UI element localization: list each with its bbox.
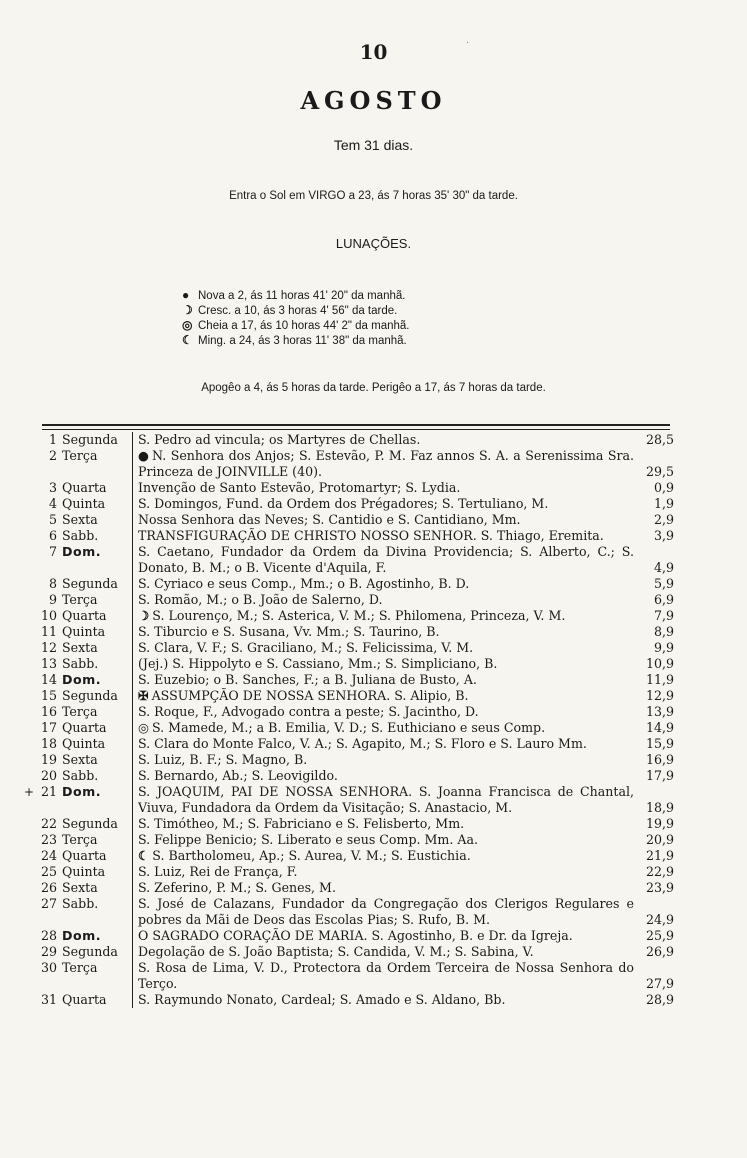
day-number: 14 bbox=[40, 672, 57, 687]
saints-text bbox=[132, 928, 634, 944]
moon-phases bbox=[182, 288, 522, 348]
calendar-table bbox=[24, 432, 674, 1008]
weekday: Segunda bbox=[62, 576, 118, 591]
day-number: 15 bbox=[40, 688, 57, 703]
entry-text: S. Lourenço, M.; S. Asterica, V. M.; S. Philomena, Princeza, V. M. bbox=[152, 608, 566, 623]
apogee-perigee: Apogêo a 4, ás 5 horas da tarde. Perigêo a 17, ás 7 horas da tarde. bbox=[201, 382, 546, 394]
entry-text: S. Clara do Monte Falco, V. A.; S. Agapito, M.; S. Floro e S. Lauro Mm. bbox=[138, 736, 587, 751]
day-number: 10 bbox=[40, 608, 57, 623]
moon-age: 16,9 bbox=[645, 752, 674, 767]
moon-age: 5,9 bbox=[653, 576, 674, 591]
saints-text bbox=[132, 544, 634, 576]
day-number: 24 bbox=[40, 848, 57, 863]
calendar-row bbox=[36, 656, 674, 672]
weekday: Sexta bbox=[62, 512, 98, 527]
saints-text bbox=[132, 512, 634, 528]
phase-new bbox=[182, 288, 522, 303]
calendar-row bbox=[36, 672, 674, 688]
entry-text: Degolação de S. João Baptista; S. Candida, V. M.; S. Sabina, V. bbox=[138, 944, 534, 959]
entry-text: S. Raymundo Nonato, Cardeal; S. Amado e S. Aldano, Bb. bbox=[138, 992, 506, 1007]
saints-text bbox=[132, 864, 634, 880]
weekday: Sabb. bbox=[62, 768, 99, 783]
calendar-row bbox=[36, 864, 674, 880]
entry-text: N. Senhora dos Anjos; S. Estevão, P. M. Faz annos S. A. a Serenissima Sra. Princeza de JOINVILLE (40). bbox=[138, 448, 634, 479]
day-number: 13 bbox=[40, 656, 57, 671]
calendar-row bbox=[36, 496, 674, 512]
phase-text: Cheia a 17, ás 10 horas 44' 2" da manhã. bbox=[198, 320, 410, 332]
first-quarter-moon-icon: ☽ bbox=[182, 303, 193, 317]
saints-text bbox=[132, 704, 634, 720]
calendar-row bbox=[36, 688, 674, 704]
moon-age: 1,9 bbox=[653, 496, 674, 511]
weekday: Dom. bbox=[62, 544, 102, 559]
weekday: Sexta bbox=[62, 640, 98, 655]
phase-last-quarter bbox=[182, 333, 522, 348]
saints-text bbox=[132, 752, 634, 768]
saints-text bbox=[132, 672, 634, 688]
moon-age: 18,9 bbox=[645, 800, 674, 815]
new-moon-icon: ● bbox=[182, 288, 190, 302]
calendar-row bbox=[36, 704, 674, 720]
weekday: Sabb. bbox=[62, 656, 99, 671]
day-number: 3 bbox=[48, 480, 57, 495]
first-quarter-moon-icon: ☽ bbox=[138, 608, 150, 623]
weekday: Terça bbox=[62, 448, 98, 463]
calendar-row bbox=[36, 992, 674, 1008]
weekday: Sabb. bbox=[62, 528, 99, 543]
entry-text: S. Caetano, Fundador da Ordem da Divina Providencia; S. Alberto, C.; S. Donato, B. M.; o B. Vicente d'Aquila, F. bbox=[138, 544, 634, 575]
calendar-row bbox=[36, 960, 674, 992]
moon-age: 28,5 bbox=[645, 432, 674, 447]
entry-text: S. Clara, V. F.; S. Graciliano, M.; S. Felicissima, V. M. bbox=[138, 640, 474, 655]
saints-text bbox=[132, 992, 634, 1008]
day-number: 30 bbox=[40, 960, 57, 975]
weekday: Quarta bbox=[62, 992, 107, 1007]
entry-text: S. Timótheo, M.; S. Fabriciano e S. Felisberto, Mm. bbox=[138, 816, 465, 831]
calendar-row bbox=[36, 736, 674, 752]
phase-text: Nova a 2, ás 11 horas 41' 20" da manhã. bbox=[198, 290, 406, 302]
entry-text: O SAGRADO CORAÇÃO DE MARIA. S. Agostinho, B. e Dr. da Igreja. bbox=[138, 928, 573, 943]
saints-text bbox=[132, 496, 634, 512]
day-number: 5 bbox=[48, 512, 57, 527]
calendar-row bbox=[36, 848, 674, 864]
entry-text: TRANSFIGURAÇÃO DE CHRISTO NOSSO SENHOR. S. Thiago, Eremita. bbox=[138, 528, 604, 543]
day-number: 6 bbox=[48, 528, 57, 543]
weekday: Quarta bbox=[62, 480, 107, 495]
moon-age: 3,9 bbox=[653, 528, 674, 543]
paper-mark: · bbox=[466, 38, 470, 49]
lunacoes-title: LUNAÇÕES. bbox=[335, 236, 412, 251]
saints-text bbox=[132, 608, 634, 624]
day-number: 2 bbox=[48, 448, 57, 463]
weekday: Dom. bbox=[62, 928, 102, 943]
saints-text bbox=[132, 896, 634, 928]
saints-text bbox=[132, 576, 634, 592]
calendar-row bbox=[36, 816, 674, 832]
entry-text: ASSUMPÇÃO DE NOSSA SENHORA. S. Alipio, B. bbox=[151, 688, 469, 703]
weekday: Terça bbox=[62, 704, 98, 719]
weekday: Dom. bbox=[62, 784, 102, 799]
saints-text bbox=[132, 848, 634, 864]
handwritten-mark: + bbox=[24, 785, 35, 799]
saints-text bbox=[132, 768, 634, 784]
moon-age: 11,9 bbox=[645, 672, 674, 687]
entry-text: Nossa Senhora das Neves; S. Cantidio e S. Cantidiano, Mm. bbox=[138, 512, 521, 527]
divider-rule bbox=[42, 429, 670, 430]
moon-age: 22,9 bbox=[645, 864, 674, 879]
entry-text: S. Cyriaco e seus Comp., Mm.; o B. Agostinho, B. D. bbox=[138, 576, 470, 591]
saints-text bbox=[132, 720, 634, 736]
saints-text bbox=[132, 736, 634, 752]
day-number: 9 bbox=[48, 592, 57, 607]
weekday: Quarta bbox=[62, 848, 107, 863]
weekday: Quinta bbox=[62, 864, 106, 879]
saints-text bbox=[132, 480, 634, 496]
weekday: Quinta bbox=[62, 496, 106, 511]
calendar-row bbox=[36, 832, 674, 848]
saints-text bbox=[132, 688, 634, 704]
calendar-row bbox=[36, 944, 674, 960]
weekday: Sexta bbox=[62, 752, 98, 767]
calendar-row bbox=[36, 544, 674, 576]
weekday: Quinta bbox=[62, 624, 106, 639]
moon-age: 17,9 bbox=[645, 768, 674, 783]
day-number: 25 bbox=[40, 864, 57, 879]
day-number: 7 bbox=[48, 544, 57, 559]
moon-age: 13,9 bbox=[645, 704, 674, 719]
moon-age: 9,9 bbox=[653, 640, 674, 655]
calendar-row bbox=[36, 512, 674, 528]
saints-text bbox=[132, 432, 634, 448]
entry-text: S. Roque, F., Advogado contra a peste; S. Jacintho, D. bbox=[138, 704, 479, 719]
new-moon-icon: ● bbox=[138, 448, 149, 463]
entry-text: S. Felippe Benicio; S. Liberato e seus Comp. Mm. Aa. bbox=[138, 832, 478, 847]
day-number: 11 bbox=[40, 624, 57, 639]
cross-icon: ✠ bbox=[138, 688, 149, 703]
weekday: Terça bbox=[62, 960, 98, 975]
moon-age: 6,9 bbox=[653, 592, 674, 607]
calendar-row bbox=[36, 624, 674, 640]
entry-text: S. Luiz, Rei de França, F. bbox=[138, 864, 298, 879]
day-number: 31 bbox=[40, 992, 57, 1007]
day-number: 20 bbox=[40, 768, 57, 783]
phase-first-quarter bbox=[182, 303, 522, 318]
weekday: Quinta bbox=[62, 736, 106, 751]
saints-text bbox=[132, 832, 634, 848]
day-number: 23 bbox=[40, 832, 57, 847]
weekday: Sexta bbox=[62, 880, 98, 895]
moon-age: 27,9 bbox=[645, 976, 674, 991]
moon-age: 26,9 bbox=[645, 944, 674, 959]
entry-text: S. Tiburcio e S. Susana, Vv. Mm.; S. Taurino, B. bbox=[138, 624, 440, 639]
day-number: 26 bbox=[40, 880, 57, 895]
weekday: Quarta bbox=[62, 608, 107, 623]
entry-text: S. Luiz, B. F.; S. Magno, B. bbox=[138, 752, 308, 767]
saints-text bbox=[132, 944, 634, 960]
calendar-row bbox=[36, 928, 674, 944]
entry-text: S. Euzebio; o B. Sanches, F.; a B. Juliana de Busto, A. bbox=[138, 672, 477, 687]
day-number: 22 bbox=[40, 816, 57, 831]
entry-text: S. Bartholomeu, Ap.; S. Aurea, V. M.; S. Eustichia. bbox=[152, 848, 471, 863]
calendar-row bbox=[36, 528, 674, 544]
weekday: Segunda bbox=[62, 944, 118, 959]
weekday: Terça bbox=[62, 832, 98, 847]
calendar-row bbox=[36, 608, 674, 624]
moon-age: 4,9 bbox=[653, 560, 674, 575]
last-quarter-moon-icon: ☾ bbox=[182, 333, 193, 347]
phase-text: Cresc. a 10, ás 3 horas 4' 56" da tarde. bbox=[198, 305, 398, 317]
calendar-row bbox=[36, 752, 674, 768]
saints-text bbox=[132, 880, 634, 896]
weekday: Sabb. bbox=[62, 896, 99, 911]
calendar-row bbox=[36, 480, 674, 496]
weekday: Segunda bbox=[62, 688, 118, 703]
day-number: 29 bbox=[40, 944, 57, 959]
saints-text bbox=[132, 528, 634, 544]
day-number: 16 bbox=[40, 704, 57, 719]
moon-age: 28,9 bbox=[645, 992, 674, 1007]
day-number: 4 bbox=[48, 496, 57, 511]
saints-text bbox=[132, 448, 634, 480]
full-moon-icon: ◎ bbox=[138, 720, 149, 735]
moon-age: 25,9 bbox=[645, 928, 674, 943]
moon-age: 15,9 bbox=[645, 736, 674, 751]
moon-age: 29,5 bbox=[645, 464, 674, 479]
full-moon-icon: ◎ bbox=[182, 318, 193, 332]
moon-age: 8,9 bbox=[653, 624, 674, 639]
day-number: 21 bbox=[40, 784, 57, 799]
calendar-row bbox=[36, 592, 674, 608]
calendar-row bbox=[36, 432, 674, 448]
calendar-row bbox=[36, 448, 674, 480]
saints-text bbox=[132, 816, 634, 832]
moon-age: 23,9 bbox=[645, 880, 674, 895]
saints-text bbox=[132, 960, 634, 992]
calendar-row bbox=[36, 768, 674, 784]
saints-text bbox=[132, 656, 634, 672]
phase-text: Ming. a 24, ás 3 horas 11' 38" da manhã. bbox=[198, 335, 407, 347]
moon-age: 19,9 bbox=[645, 816, 674, 831]
entry-text: S. José de Calazans, Fundador da Congregação dos Clerigos Regulares e pobres da Mãi de Deos das Escolas Pias; S. Rufo, B. M. bbox=[138, 896, 634, 927]
calendar-row bbox=[36, 720, 674, 736]
moon-age: 12,9 bbox=[645, 688, 674, 703]
moon-age: 20,9 bbox=[645, 832, 674, 847]
weekday: Terça bbox=[62, 592, 98, 607]
entry-text: S. JOAQUIM, PAI DE NOSSA SENHORA. S. Joanna Francisca de Chantal, Viuva, Fundadora da Ordem da Visitação; S. Anastacio, M. bbox=[138, 784, 634, 815]
calendar-row bbox=[36, 640, 674, 656]
entry-text: S. Mamede, M.; a B. Emilia, V. D.; S. Euthiciano e seus Comp. bbox=[152, 720, 546, 735]
entry-text: S. Romão, M.; o B. João de Salerno, D. bbox=[138, 592, 383, 607]
entry-text: (Jej.) S. Hippolyto e S. Cassiano, Mm.; S. Simpliciano, B. bbox=[138, 656, 498, 671]
day-number: 28 bbox=[40, 928, 57, 943]
calendar-row bbox=[24, 784, 674, 816]
moon-age: 21,9 bbox=[645, 848, 674, 863]
month-title: AGOSTO bbox=[300, 86, 447, 115]
phase-full bbox=[182, 318, 522, 333]
moon-age: 7,9 bbox=[653, 608, 674, 623]
day-number: 19 bbox=[40, 752, 57, 767]
entry-text: S. Zeferino, P. M.; S. Genes, M. bbox=[138, 880, 336, 895]
last-quarter-moon-icon: ☾ bbox=[138, 848, 150, 863]
entry-text: S. Pedro ad vincula; os Martyres de Chellas. bbox=[138, 432, 421, 447]
divider-rule bbox=[42, 424, 670, 426]
moon-age: 2,9 bbox=[653, 512, 674, 527]
moon-age: 14,9 bbox=[645, 720, 674, 735]
weekday: Segunda bbox=[62, 432, 118, 447]
moon-age: 10,9 bbox=[645, 656, 674, 671]
day-number: 12 bbox=[40, 640, 57, 655]
day-number: 17 bbox=[40, 720, 57, 735]
day-number: 8 bbox=[48, 576, 57, 591]
moon-age: 24,9 bbox=[645, 912, 674, 927]
weekday: Quarta bbox=[62, 720, 107, 735]
weekday: Dom. bbox=[62, 672, 102, 687]
entry-text: S. Bernardo, Ab.; S. Leovigildo. bbox=[138, 768, 338, 783]
saints-text bbox=[132, 624, 634, 640]
saints-text bbox=[132, 784, 634, 816]
day-number: 27 bbox=[40, 896, 57, 911]
day-number: 18 bbox=[40, 736, 57, 751]
calendar-row bbox=[36, 880, 674, 896]
moon-age: 0,9 bbox=[653, 480, 674, 495]
day-number: 1 bbox=[48, 432, 57, 447]
calendar-row bbox=[36, 896, 674, 928]
entry-text: S. Rosa de Lima, V. D., Protectora da Ordem Terceira de Nossa Senhora do Terço. bbox=[138, 960, 634, 991]
entry-text: Invenção de Santo Estevão, Protomartyr; S. Lydia. bbox=[138, 480, 461, 495]
days-count: Tem 31 dias. bbox=[333, 137, 414, 153]
saints-text bbox=[132, 592, 634, 608]
page-number: 10 bbox=[359, 40, 388, 64]
weekday: Segunda bbox=[62, 816, 118, 831]
sun-entry: Entra o Sol em VIRGO a 23, ás 7 horas 35' 30" da tarde. bbox=[229, 190, 518, 202]
saints-text bbox=[132, 640, 634, 656]
entry-text: S. Domingos, Fund. da Ordem dos Prégadores; S. Tertuliano, M. bbox=[138, 496, 549, 511]
calendar-row bbox=[36, 576, 674, 592]
